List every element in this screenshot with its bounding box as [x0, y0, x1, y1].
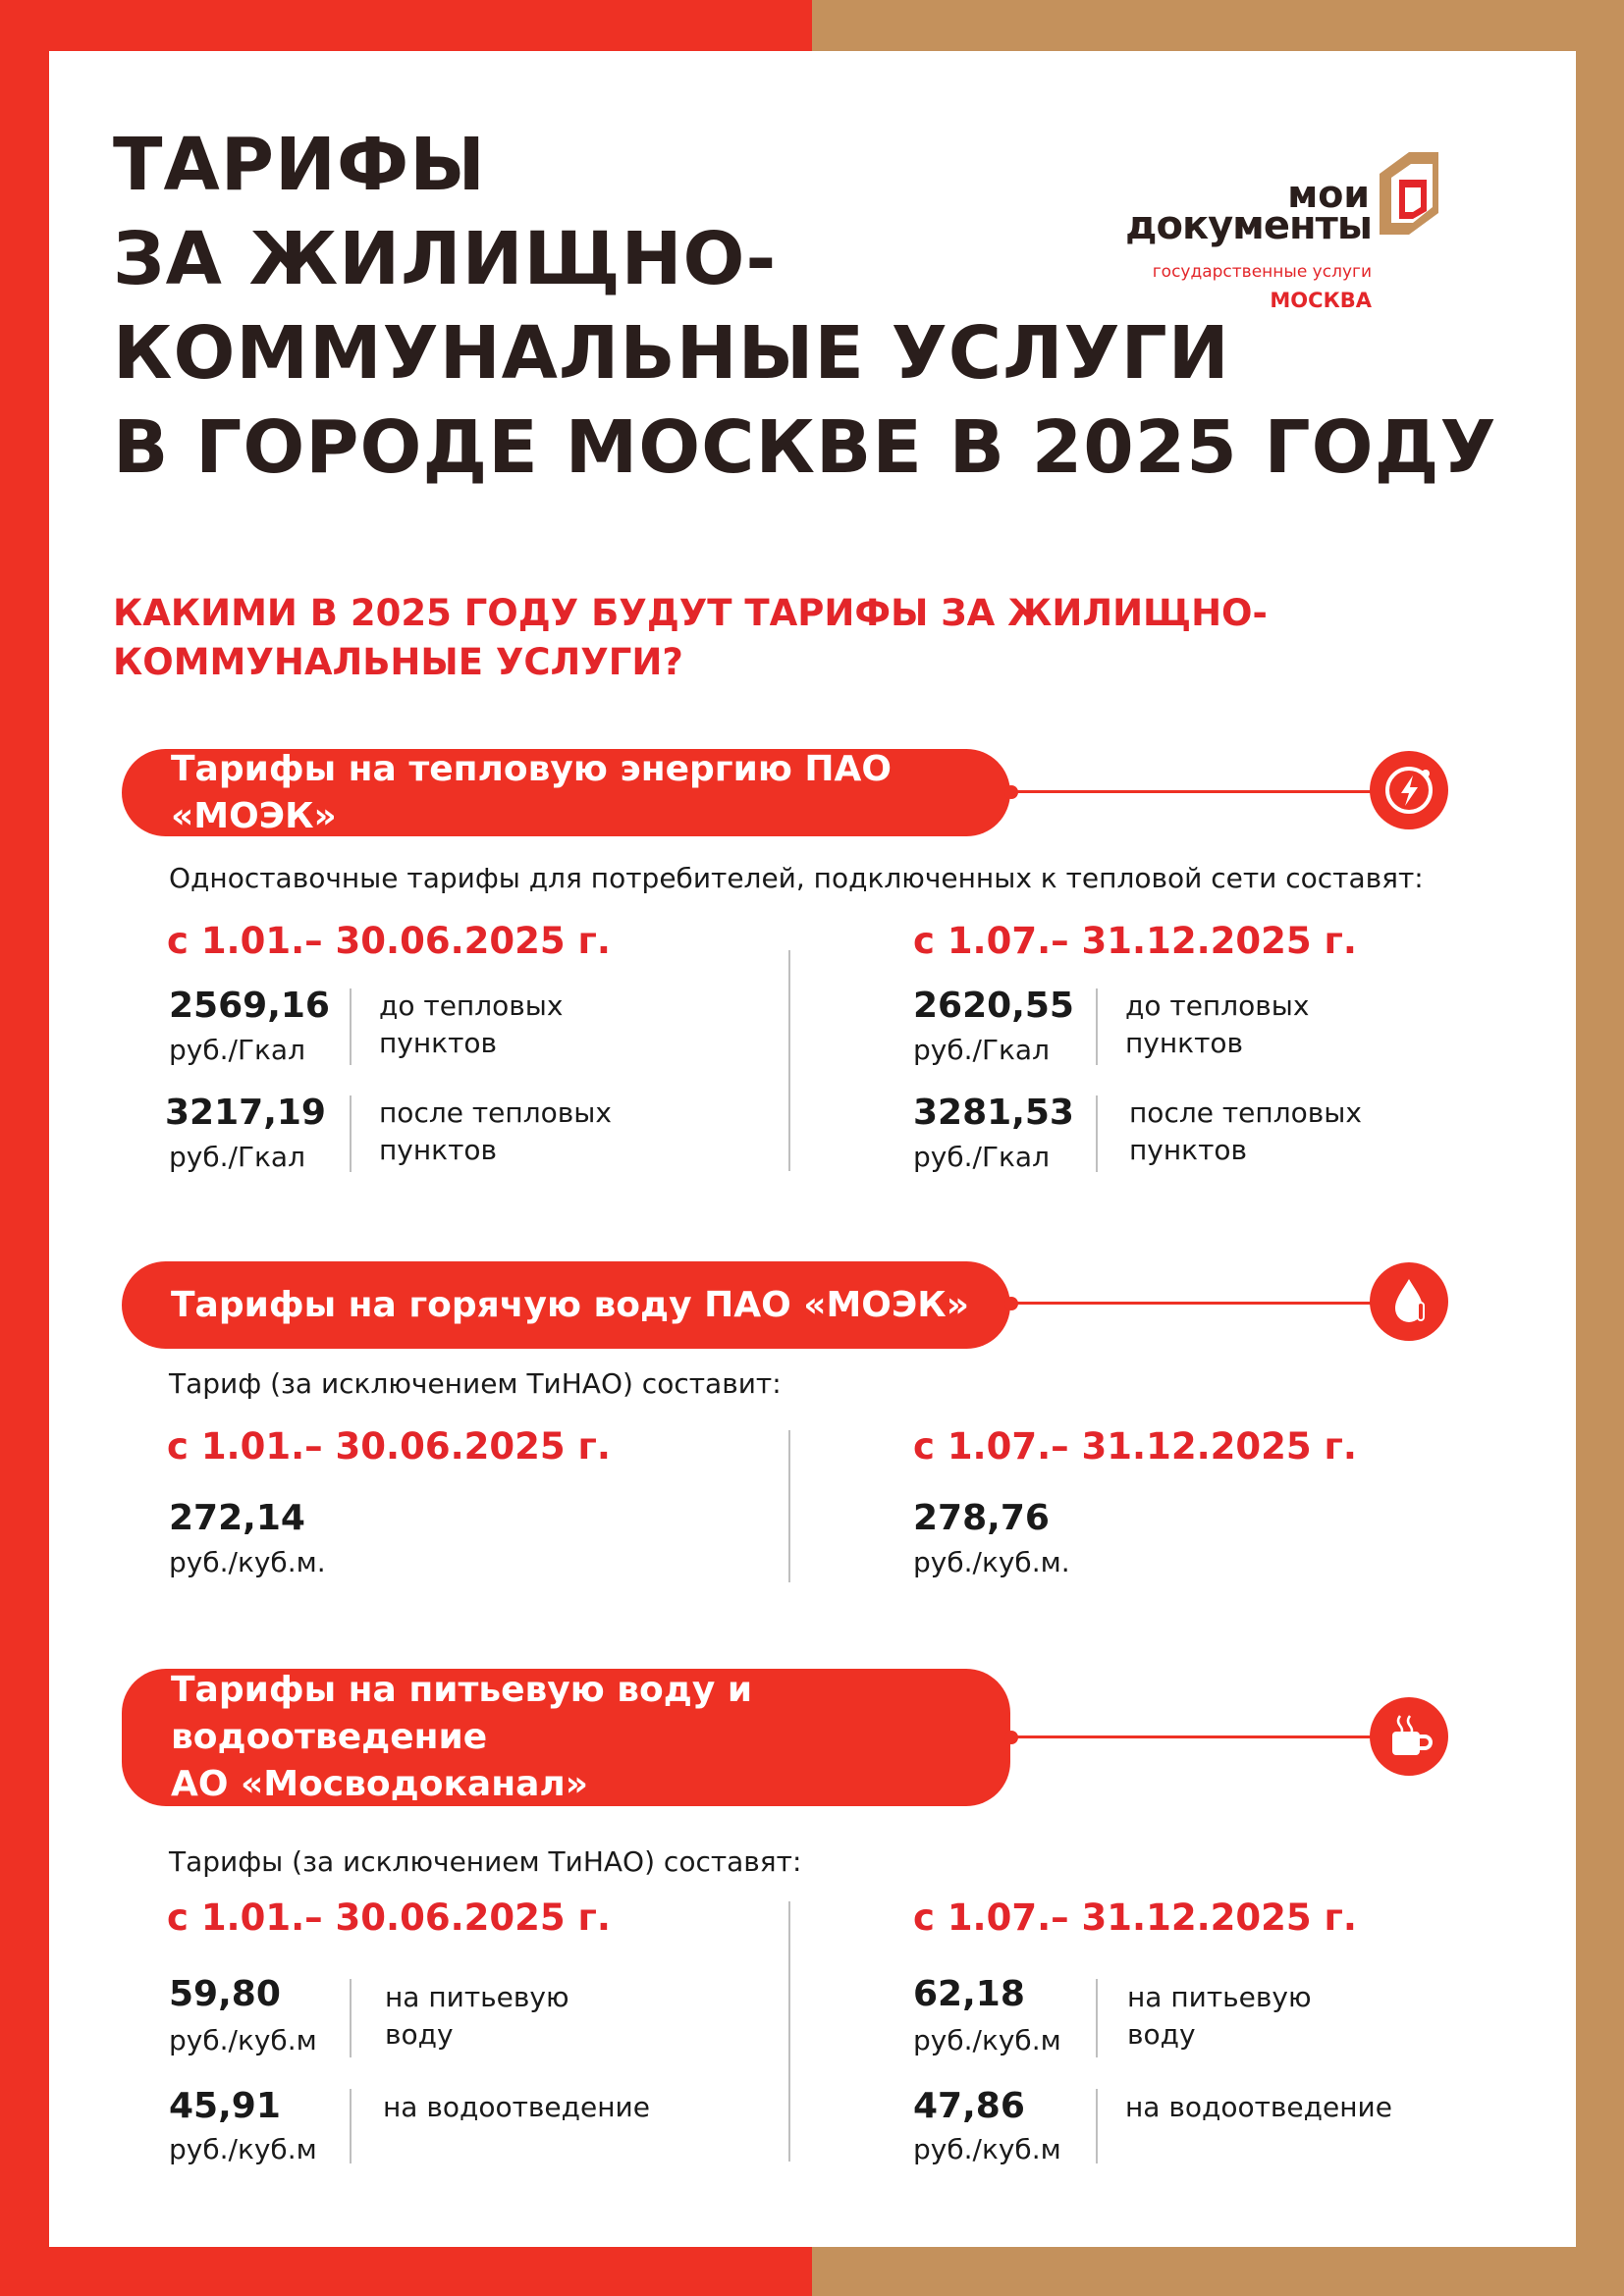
moi-dokumenty-logo [1065, 95, 1488, 331]
tariff-unit: руб./Гкал [913, 1141, 1050, 1173]
title-line-4: В ГОРОДЕ МОСКВЕ В 2025 ГОДУ [113, 405, 1497, 490]
heading-line-1: Тарифы на питьевую воду и водоотведение [171, 1670, 753, 1757]
period-label: с 1.01.– 30.06.2025 г. [167, 1425, 611, 1468]
period-label: с 1.07.– 31.12.2025 г. [913, 1425, 1357, 1468]
tariff-unit: руб./куб.м. [913, 1546, 1070, 1578]
desc-line-1: после тепловых [1129, 1096, 1362, 1129]
heading-line-2: АО «Мосводоканал» [171, 1764, 588, 1804]
tariff-unit: руб./куб.м. [169, 1546, 326, 1578]
logo-word-moi: мои [1287, 173, 1370, 216]
desc-line-2: пунктов [1129, 1134, 1248, 1166]
desc-line-1: на питьевую [1127, 1981, 1312, 2013]
tariff-description [385, 1979, 640, 2054]
connector-line [1011, 1735, 1373, 1738]
section-heading-heat [122, 749, 1010, 836]
tariff-value: 3217,19 [165, 1093, 326, 1133]
logo-word-dokumenty: документы [1125, 203, 1372, 248]
title-line-3: КОММУНАЛЬНЫЕ УСЛУГИ [113, 311, 1230, 396]
desc-line-2: воду [385, 2018, 454, 2051]
title-line-1: ТАРИФЫ [113, 123, 486, 207]
section-intro-hot-water: Тариф (за исключением ТиНАО) составит: [169, 1367, 782, 1400]
row-divider [1096, 988, 1098, 1065]
tariff-value: 59,80 [169, 1974, 281, 2014]
column-divider [788, 1901, 790, 2162]
drinking-water-cup-icon [1369, 1696, 1449, 1777]
desc-line-1: до тепловых [1125, 989, 1310, 1022]
section-heading-hot-water [122, 1261, 1010, 1349]
tariff-description [383, 2089, 707, 2126]
section-heading-hot-water-text: Тарифы на горячую воду ПАО «МОЭК» [171, 1284, 969, 1325]
desc-line-2: пунктов [1125, 1027, 1244, 1059]
tariff-value: 47,86 [913, 2086, 1025, 2126]
period-label: с 1.01.– 30.06.2025 г. [167, 1896, 611, 1939]
logo-city: МОСКВА [1270, 289, 1372, 312]
desc-line-1: после тепловых [379, 1096, 612, 1129]
section-heading-drinking-water-text [171, 1667, 1010, 1808]
tariff-value: 62,18 [913, 1974, 1025, 2014]
title-line-2: ЗА ЖИЛИЩНО- [113, 217, 778, 301]
desc-line-1: на водоотведение [383, 2091, 650, 2123]
row-divider [1096, 1979, 1098, 2057]
tariff-unit: руб./куб.м [913, 2133, 1061, 2165]
period-label: с 1.07.– 31.12.2025 г. [913, 920, 1357, 962]
desc-line-2: воду [1127, 2018, 1196, 2051]
section-intro-drinking-water: Тарифы (за исключением ТиНАО) составят: [169, 1845, 802, 1878]
logo-mark-icon [1370, 144, 1448, 242]
column-divider [788, 1430, 790, 1582]
tariff-unit: руб./куб.м [913, 2024, 1061, 2056]
desc-line-1: до тепловых [379, 989, 564, 1022]
desc-line-1: на водоотведение [1125, 2091, 1392, 2123]
period-label: с 1.01.– 30.06.2025 г. [167, 920, 611, 962]
tariff-unit: руб./Гкал [913, 1034, 1050, 1066]
tariff-value: 3281,53 [913, 1093, 1074, 1133]
row-divider [350, 988, 352, 1065]
tariff-description [1125, 988, 1380, 1062]
tariff-description [1129, 1095, 1384, 1169]
desc-line-2: пунктов [379, 1027, 498, 1059]
tariff-description [1125, 2089, 1449, 2126]
row-divider [350, 1979, 352, 2057]
tariff-value: 2569,16 [169, 986, 330, 1026]
row-divider [1096, 1095, 1098, 1172]
period-label: с 1.07.– 31.12.2025 г. [913, 1896, 1357, 1939]
page-subtitle: КАКИМИ В 2025 ГОДУ БУДУТ ТАРИФЫ ЗА ЖИЛИЩНО-КОММУНАЛЬНЫЕ УСЛУГИ? [113, 592, 1268, 683]
tariff-description [379, 988, 634, 1062]
tariff-value: 272,14 [169, 1498, 305, 1538]
column-divider [788, 950, 790, 1171]
row-divider [350, 1095, 352, 1172]
tariff-value: 278,76 [913, 1498, 1050, 1538]
heat-energy-icon [1369, 750, 1449, 830]
section-intro-heat: Одноставочные тарифы для потребителей, подключенных к тепловой сети составят: [169, 862, 1424, 894]
row-divider [350, 2089, 352, 2163]
connector-line [1011, 790, 1373, 793]
connector-line [1011, 1302, 1373, 1305]
tariff-unit: руб./Гкал [169, 1034, 305, 1066]
desc-line-2: пунктов [379, 1134, 498, 1166]
section-heading-heat-text: Тарифы на тепловую энергию ПАО «МОЭК» [171, 748, 892, 836]
tariff-description [379, 1095, 634, 1169]
section-heading-drinking-water [122, 1669, 1010, 1806]
tariff-value: 45,91 [169, 2086, 281, 2126]
row-divider [1096, 2089, 1098, 2163]
logo-subtitle: государственные услуги [1152, 262, 1372, 282]
hot-water-drop-icon [1369, 1261, 1449, 1342]
tariff-description [1127, 1979, 1382, 2054]
desc-line-1: на питьевую [385, 1981, 569, 2013]
tariff-unit: руб./Гкал [169, 1141, 305, 1173]
tariff-unit: руб./куб.м [169, 2024, 317, 2056]
tariff-unit: руб./куб.м [169, 2133, 317, 2165]
tariff-value: 2620,55 [913, 986, 1074, 1026]
